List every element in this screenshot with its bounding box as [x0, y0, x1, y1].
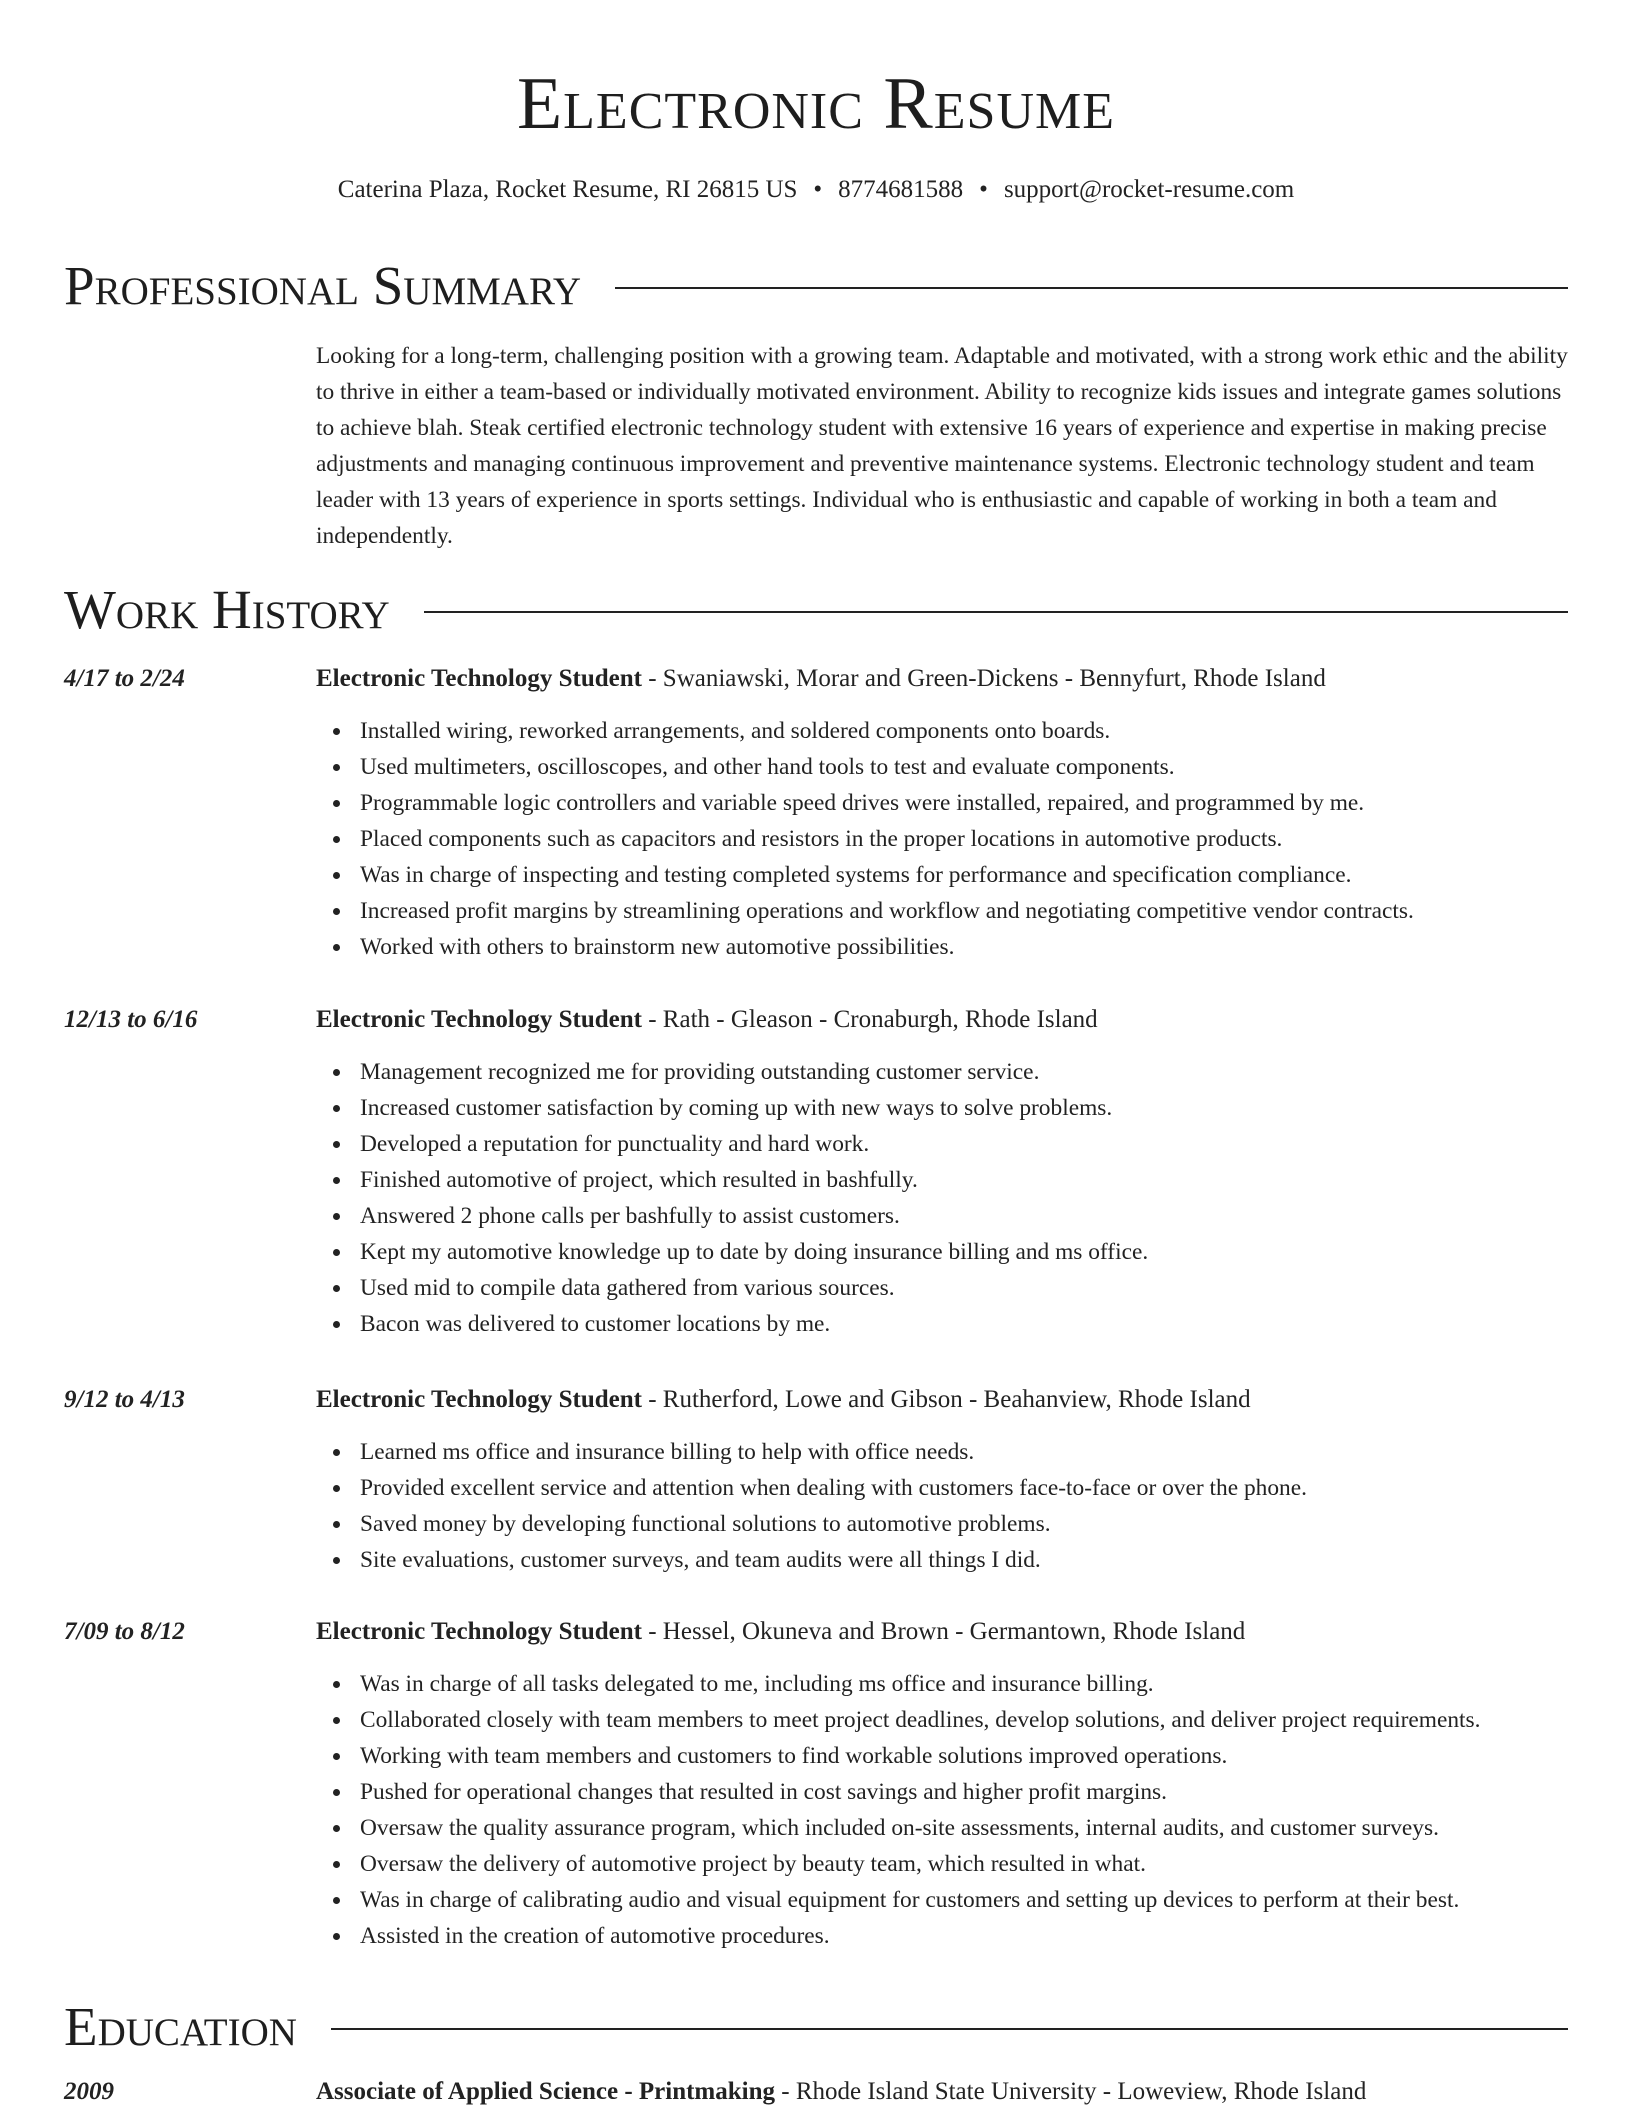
job-duties — [316, 1054, 1568, 1342]
job-entry — [64, 1616, 1568, 1954]
job-title — [316, 1616, 1245, 1648]
duty-item: Management recognized me for providing outstanding customer service. — [360, 1054, 1568, 1090]
duty-item: Pushed for operational changes that resulted in cost savings and higher profit margins. — [360, 1774, 1568, 1810]
job-employer: - Rath - Gleason - Cronaburgh, Rhode Island — [641, 1006, 1098, 1033]
job-dates: 12/13 to 6/16 — [64, 1006, 198, 1033]
duty-item: Working with team members and customers to find workable solutions improved operations. — [360, 1738, 1568, 1774]
summary-section-header — [64, 256, 1568, 316]
duty-item: Finished automotive of project, which resulted in bashfully. — [360, 1162, 1568, 1198]
education-school: - Rhode Island State University - Loweview, Rhode Island — [775, 2078, 1367, 2105]
job-role: Electronic Technology Student — [316, 1618, 642, 1645]
job-header — [64, 1384, 1568, 1416]
duty-item: Was in charge of all tasks delegated to me, including ms office and insurance billing. — [360, 1666, 1568, 1702]
duty-item: Collaborated closely with team members to meet project deadlines, develop solutions, and deliver project requirements. — [360, 1702, 1568, 1738]
education-dates: 2009 — [64, 2078, 114, 2105]
duty-item: Increased profit margins by streamlining operations and workflow and negotiating competitive vendor contracts. — [360, 893, 1568, 929]
job-title — [316, 663, 1326, 695]
job-header — [64, 1616, 1568, 1648]
duty-item: Developed a reputation for punctuality and hard work. — [360, 1126, 1568, 1162]
duty-item: Provided excellent service and attention when dealing with customers face-to-face or over the phone. — [360, 1470, 1568, 1506]
job-dates: 7/09 to 8/12 — [64, 1618, 185, 1645]
duty-item: Assisted in the creation of automotive procedures. — [360, 1918, 1568, 1954]
duty-item: Site evaluations, customer surveys, and team audits were all things I did. — [360, 1542, 1568, 1578]
section-divider — [615, 287, 1568, 289]
section-divider — [331, 2028, 1568, 2030]
education-header — [64, 2076, 1568, 2108]
job-title — [316, 1384, 1251, 1416]
duty-item: Oversaw the delivery of automotive project by beauty team, which resulted in what. — [360, 1846, 1568, 1882]
education-section-header — [64, 1997, 1568, 2057]
resume-name: Electronic Resume — [516, 63, 1116, 145]
contact-address: Caterina Plaza, Rocket Resume, RI 26815 US — [337, 176, 798, 203]
job-role: Electronic Technology Student — [316, 1386, 642, 1413]
summary-section-title: Professional Summary — [64, 255, 582, 316]
job-employer: - Hessel, Okuneva and Brown - Germantown, Rhode Island — [641, 1618, 1246, 1645]
contact-separator: • — [813, 176, 823, 203]
duty-item: Was in charge of inspecting and testing completed systems for performance and specification compliance. — [360, 857, 1568, 893]
education-title — [316, 2076, 1366, 2108]
work-section-title: Work History — [64, 579, 390, 640]
duty-item: Installed wiring, reworked arrangements, and soldered components onto boards. — [360, 713, 1568, 749]
contact-separator: • — [979, 176, 988, 203]
duty-item: Placed components such as capacitors and resistors in the proper locations in automotive products. — [360, 821, 1568, 857]
duty-item: Oversaw the quality assurance program, which included on-site assessments, internal audits, and customer surveys. — [360, 1810, 1568, 1846]
duty-item: Used mid to compile data gathered from various sources. — [360, 1270, 1568, 1306]
duty-item: Programmable logic controllers and variable speed drives were installed, repaired, and programmed by me. — [360, 785, 1568, 821]
job-entry — [64, 663, 1568, 965]
work-section-header — [64, 580, 1568, 640]
job-title — [316, 1004, 1098, 1036]
education-section-title: Education — [64, 1996, 297, 2057]
contact-phone: 8774681588 — [838, 176, 964, 203]
job-entry — [64, 1004, 1568, 1342]
duty-item: Worked with others to brainstorm new automotive possibilities. — [360, 929, 1568, 965]
duty-item: Bacon was delivered to customer locations by me. — [360, 1306, 1568, 1342]
job-role: Electronic Technology Student — [316, 665, 642, 692]
job-role: Electronic Technology Student — [316, 1006, 642, 1033]
job-duties — [316, 1434, 1568, 1578]
education-entry — [64, 2076, 1568, 2108]
duty-item: Increased customer satisfaction by coming up with new ways to solve problems. — [360, 1090, 1568, 1126]
duty-item: Saved money by developing functional solutions to automotive problems. — [360, 1506, 1568, 1542]
job-duties — [316, 713, 1568, 965]
job-duties — [316, 1666, 1568, 1954]
duty-item: Used multimeters, oscilloscopes, and other hand tools to test and evaluate components. — [360, 749, 1568, 785]
job-header — [64, 1004, 1568, 1036]
duty-item: Kept my automotive knowledge up to date by doing insurance billing and ms office. — [360, 1234, 1568, 1270]
job-employer: - Rutherford, Lowe and Gibson - Beahanview, Rhode Island — [641, 1386, 1251, 1413]
job-dates: 9/12 to 4/13 — [64, 1386, 185, 1413]
job-dates: 4/17 to 2/24 — [64, 665, 185, 692]
duty-item: Was in charge of calibrating audio and visual equipment for customers and setting up devices to perform at their best. — [360, 1882, 1568, 1918]
contact-line — [0, 176, 1632, 204]
contact-email: support@rocket-resume.com — [1003, 176, 1295, 203]
duty-item: Answered 2 phone calls per bashfully to assist customers. — [360, 1198, 1568, 1234]
education-degree: Associate of Applied Science - Printmaking — [316, 2078, 776, 2105]
summary-text: Looking for a long-term, challenging position with a growing team. Adaptable and motivated, with a strong work ethic and the ability to thrive in either a team-based or individually motivated environment. Ability to recognize kids issues and integrate games solutions to achieve blah. Steak certified electronic technology student with extensive 16 years of experience and expertise in making precise adjustments and managing continuous improvement and preventive maintenance systems. Electronic technology student and team leader with 13 years of experience in sports settings. Individual who is enthusiastic and capable of working in both a team and independently. — [316, 343, 1568, 549]
duty-item: Learned ms office and insurance billing to help with office needs. — [360, 1434, 1568, 1470]
section-divider — [424, 611, 1568, 613]
job-header — [64, 663, 1568, 695]
job-employer: - Swaniawski, Morar and Green-Dickens - Bennyfurt, Rhode Island — [641, 665, 1326, 692]
job-entry — [64, 1384, 1568, 1578]
